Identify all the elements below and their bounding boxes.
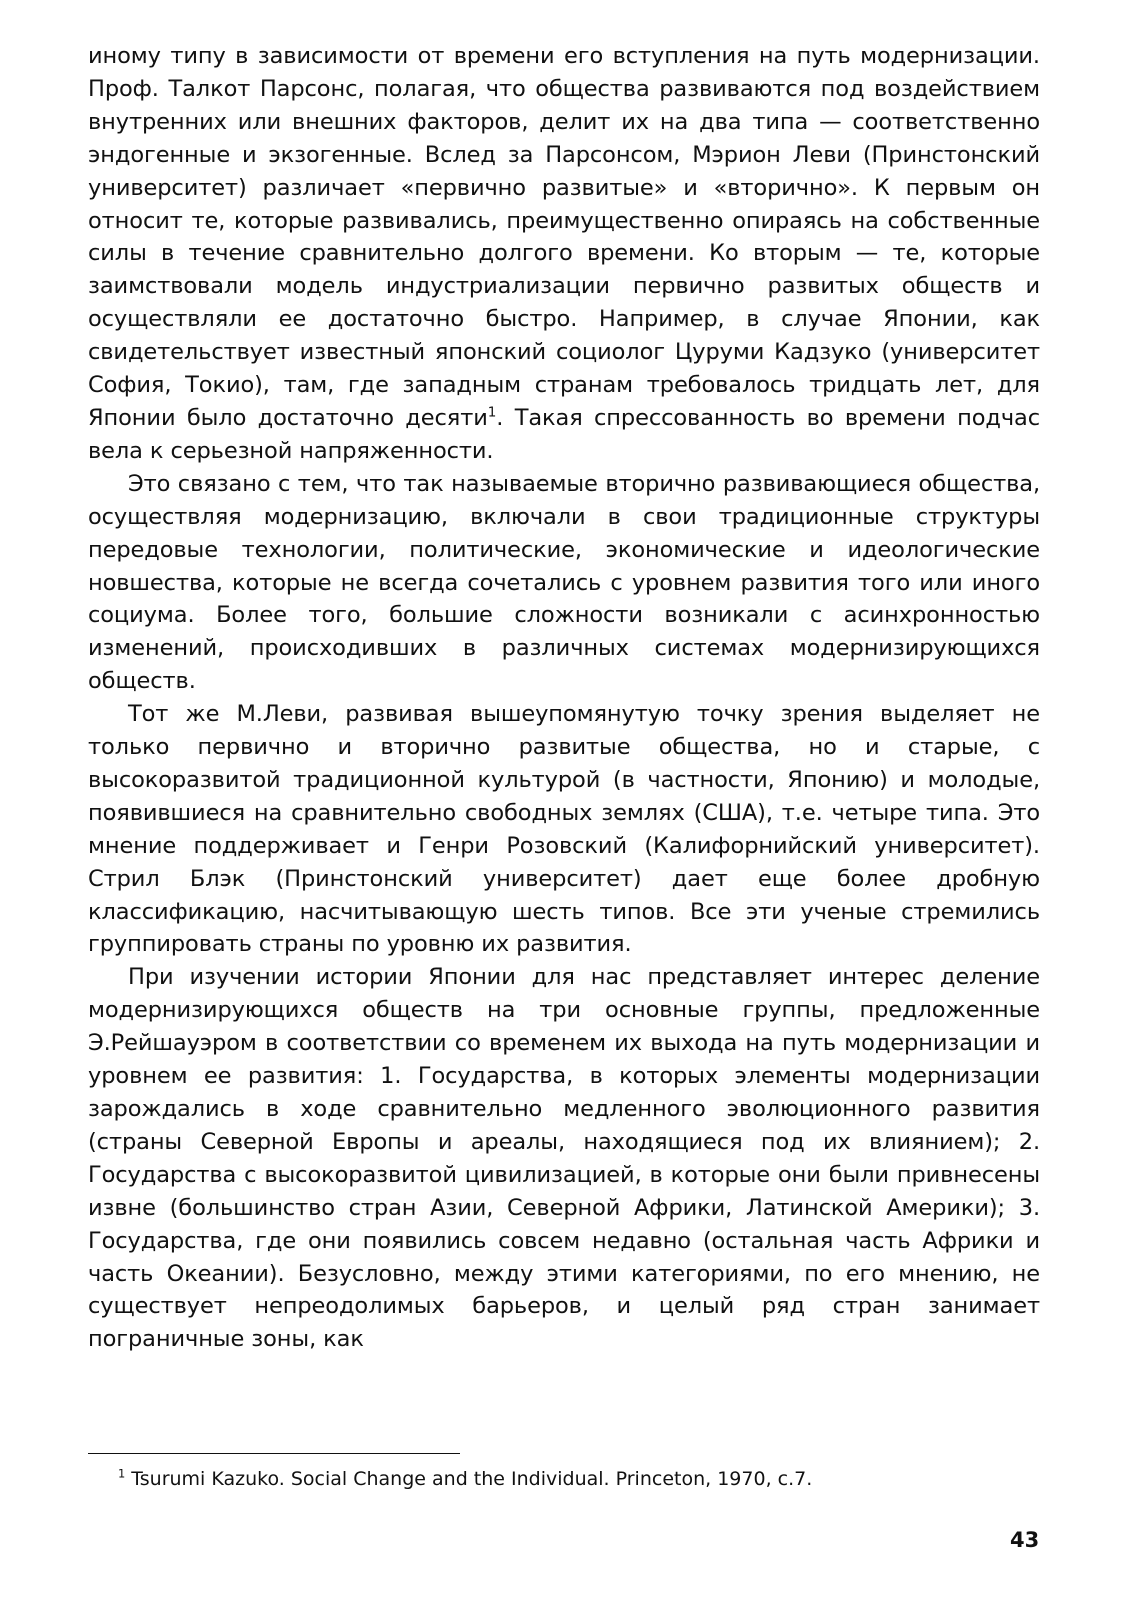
footnote xyxy=(118,1466,1018,1492)
page-body xyxy=(88,40,1040,1356)
paragraph-text: При изучении истории Японии для нас представляет интерес деление модернизирующихся обществ на три основные группы, предложенные Э.Рейшауэром в соответствии со временем их выхода на путь модернизации и уровнем ее развития: 1. Государства, в которых элементы модернизации зарождались в ходе сравнительно медленного эволюционного развития (страны Северной Европы и ареалы, находящиеся под их влиянием); 2. Государства с высокоразвитой цивилизацией, в которые они были привнесены извне (большинство стран Азии, Северной Африки, Латинской Америки); 3. Государства, где они появились совсем недавно (остальная часть Африки и часть Океании). Безусловно, между этими категориями, по его мнению, не существует непреодолимых барьеров, и целый ряд стран занимает пограничные зоны, как xyxy=(88,964,1040,1353)
paragraph-text: . Такая спрессованность во времени подчас вела к серьезной напряженности. xyxy=(88,404,1040,464)
paragraph-1 xyxy=(88,40,1040,468)
footnote-text: Tsurumi Kazuko. Social Change and the Individual. Princeton, 1970, c.7. xyxy=(125,1468,813,1490)
paragraph-text: иному типу в зависимости от времени его вступления на путь модернизации. Проф. Талкот Парсонс, полагая, что общества развиваются под воздействием внутренних или внешних факторов, делит их на два типа — соответственно эндогенные и экзогенные. Вслед за Парсонсом, Мэрион Леви (Принстонский университет) различает «первично развитые» и «вторично». К первым он относит те, которые развивались, преимущественно опираясь на собственные силы в течение сравнительно долгого времени. Ко вторым — те, которые заимствовали модель индустриализации первично развитых обществ и осуществляли ее достаточно быстро. Например, в случае Японии, как свидетельствует известный японский социолог Цуруми Кадзуко (университет София, Токио), там, где западным странам требовалось тридцать лет, для Японии было достаточно десяти xyxy=(88,43,1040,431)
page-number: 43 xyxy=(1010,1528,1040,1552)
paragraph-2 xyxy=(88,468,1040,698)
footnote-reference: 1 xyxy=(487,404,497,421)
paragraph-3 xyxy=(88,698,1040,961)
paragraph-text: Тот же М.Леви, развивая вышеупомянутую точку зрения выделяет не только первично и вторично развитые общества, но и старые, с высокоразвитой традиционной культурой (в частности, Японию) и молодые, появившиеся на сравнительно свободных землях (США), т.е. четыре типа. Это мнение поддерживает и Генри Розовский (Калифорнийский университет). Стрил Блэк (Принстонский университет) дает еще более дробную классификацию, насчитывающую шесть типов. Все эти ученые стремились группировать страны по уровню их развития. xyxy=(88,701,1040,958)
footnote-marker: 1 xyxy=(118,1466,126,1481)
paragraph-4 xyxy=(88,961,1040,1356)
footnote-divider xyxy=(88,1453,460,1454)
paragraph-text: Это связано с тем, что так называемые вторично развивающиеся общества, осуществляя модернизацию, включали в свои традиционные структуры передовые технологии, политические, экономические и идеологические новшества, которые не всегда сочетались с уровнем развития того или иного социума. Более того, большие сложности возникали с асинхронностью изменений, происходивших в различных системах модернизирующихся обществ. xyxy=(88,470,1040,695)
